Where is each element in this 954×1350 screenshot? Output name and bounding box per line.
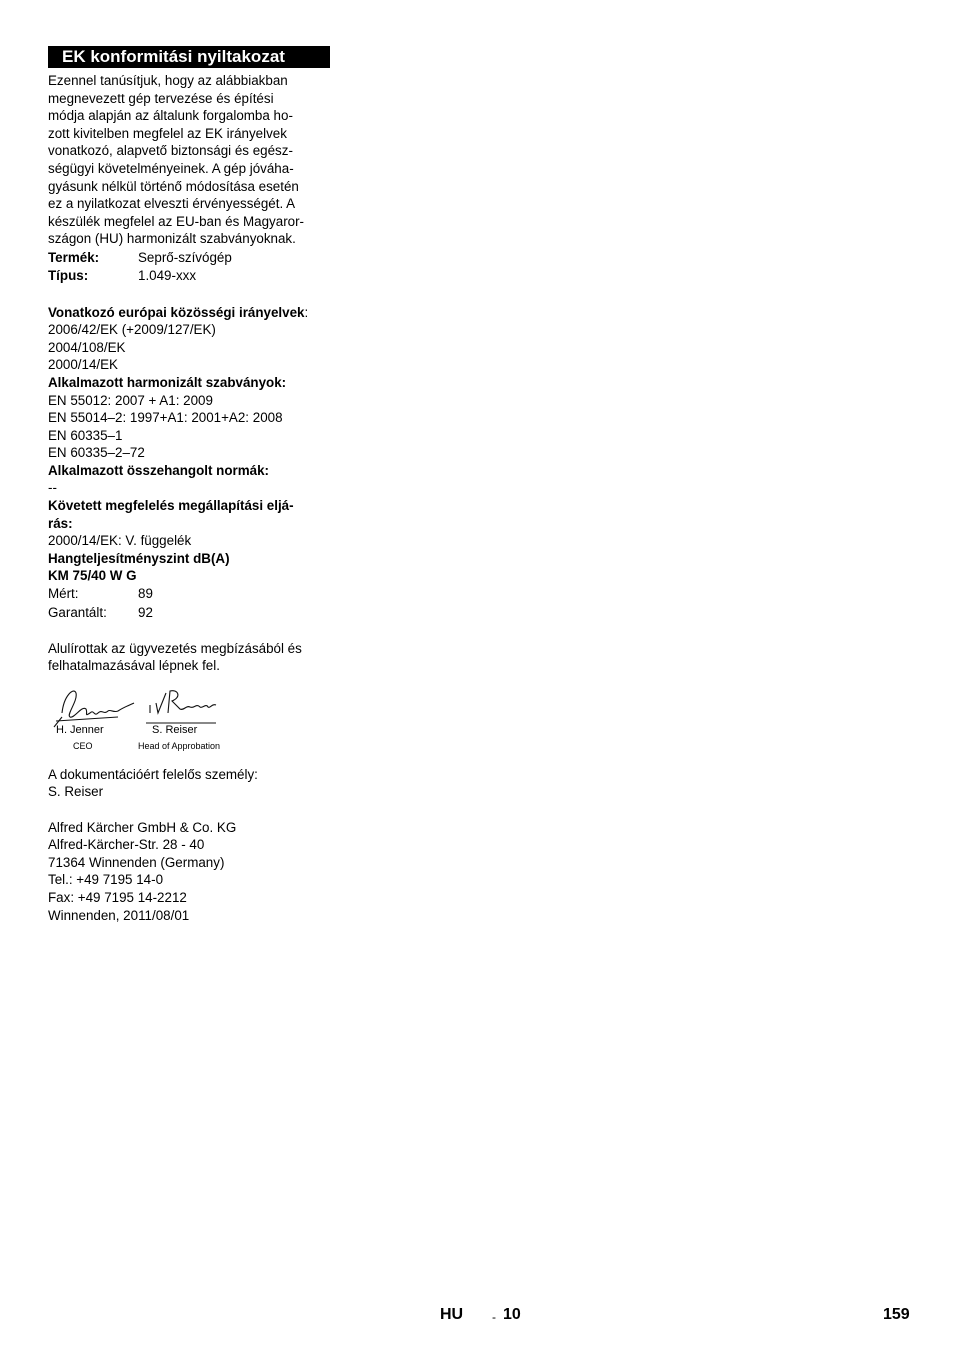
doc-responsible-label: A dokumentációért felelős személy:: [48, 766, 258, 782]
sound-model: KM 75/40 W G: [48, 568, 137, 584]
address-line: Alfred-Kärcher-Str. 28 - 40: [48, 837, 205, 853]
intro-line: zott kivitelben megfelel az EK irányelvek: [48, 125, 287, 141]
product-row: [48, 249, 330, 268]
directives-section: [48, 304, 330, 586]
intro-line: ez a nyilatkozat elveszti érvényességét. A: [48, 196, 296, 212]
directives-heading-line: [48, 304, 330, 322]
type-row: [48, 267, 330, 286]
guaranteed-label: Garantált:: [48, 604, 107, 620]
signed-text-line: Alulírottak az ügyvezetés megbízásából és: [48, 640, 302, 656]
signed-text: [48, 640, 330, 675]
standard-item: EN 55012: 2007 + A1: 2009: [48, 392, 213, 408]
address-line: Tel.: +49 7195 14-0: [48, 872, 164, 888]
footer-section-page: 10: [503, 1306, 521, 1323]
norms-heading: Alkalmazott összehangolt normák:: [48, 462, 269, 478]
standard-item: EN 55014–2: 1997+A1: 2001+A2: 2008: [48, 410, 283, 426]
intro-line: módja alapján az általunk forgalomba ho-: [48, 108, 293, 124]
intro-line: gyásunk nélkül történő módosítása esetén: [48, 178, 299, 194]
type-label: Típus:: [48, 268, 89, 284]
signature-role-jenner: CEO: [73, 740, 93, 751]
intro-paragraph: [48, 72, 330, 248]
type-value: 1.049-xxx: [138, 268, 197, 284]
signature-block: [48, 683, 330, 761]
procedure-heading-cont: rás:: [48, 515, 73, 531]
signed-text-line: felhatalmazásával lépnek fel.: [48, 658, 220, 674]
guaranteed-value: 92: [138, 604, 153, 620]
address-line: Fax: +49 7195 14-2212: [48, 889, 187, 905]
footer-page-number: 159: [883, 1306, 910, 1323]
intro-line: vonatkozó, alapvető biztonsági és egész-: [48, 143, 293, 159]
page-title: EK konformitási nyiltakozat: [48, 46, 330, 68]
directive-item: 2006/42/EK (+2009/127/EK): [48, 322, 216, 338]
declaration-column: [48, 46, 330, 924]
directives-heading-suffix: :: [304, 304, 309, 320]
signature-name-jenner: H. Jenner: [56, 723, 104, 736]
procedure-value: 2000/14/EK: V. függelék: [48, 533, 192, 549]
intro-line: Ezennel tanúsítjuk, hogy az alábbiakban: [48, 73, 288, 88]
intro-line: megnevezett gép tervezése és építési: [48, 90, 274, 106]
sound-heading: Hangteljesítményszint dB(A): [48, 550, 230, 566]
company-address: [48, 819, 330, 925]
doc-responsible-name: S. Reiser: [48, 784, 104, 800]
measured-value: 89: [138, 586, 153, 602]
norms-value: --: [48, 480, 57, 496]
address-line: 71364 Winnenden (Germany): [48, 854, 225, 870]
standards-heading: Alkalmazott harmonizált szabványok:: [48, 374, 287, 390]
signature-name-reiser: S. Reiser: [152, 723, 198, 736]
signature-jenner: [54, 691, 134, 727]
directive-item: 2000/14/EK: [48, 357, 118, 373]
product-label: Termék:: [48, 249, 100, 265]
signature-role-reiser: Head of Approbation: [138, 740, 221, 751]
signature-reiser: [146, 690, 216, 722]
measured-row: [48, 585, 330, 604]
standard-item: EN 60335–2–72: [48, 445, 145, 461]
directives-heading: Vonatkozó európai közösségi irányelvek: [48, 304, 305, 320]
doc-responsible: [48, 766, 330, 801]
intro-line: készülék megfelel az EU-ban és Magyaror-: [48, 213, 305, 229]
intro-line: ségügyi követelményeinek. A gép jóváha-: [48, 160, 294, 176]
product-value: Seprő-szívógép: [138, 249, 232, 265]
intro-line: szágon (HU) harmonizált szabványoknak.: [48, 231, 296, 247]
footer-language: HU: [440, 1306, 464, 1323]
address-line: Winnenden, 2011/08/01: [48, 907, 190, 923]
standard-item: EN 60335–1: [48, 427, 123, 443]
directive-item: 2004/108/EK: [48, 339, 126, 355]
footer-dash: -: [492, 1310, 496, 1324]
measured-label: Mért:: [48, 586, 79, 602]
address-line: Alfred Kärcher GmbH & Co. KG: [48, 819, 237, 835]
guaranteed-row: [48, 604, 330, 623]
procedure-heading: Követett megfelelés megállapítási eljá-: [48, 498, 294, 514]
